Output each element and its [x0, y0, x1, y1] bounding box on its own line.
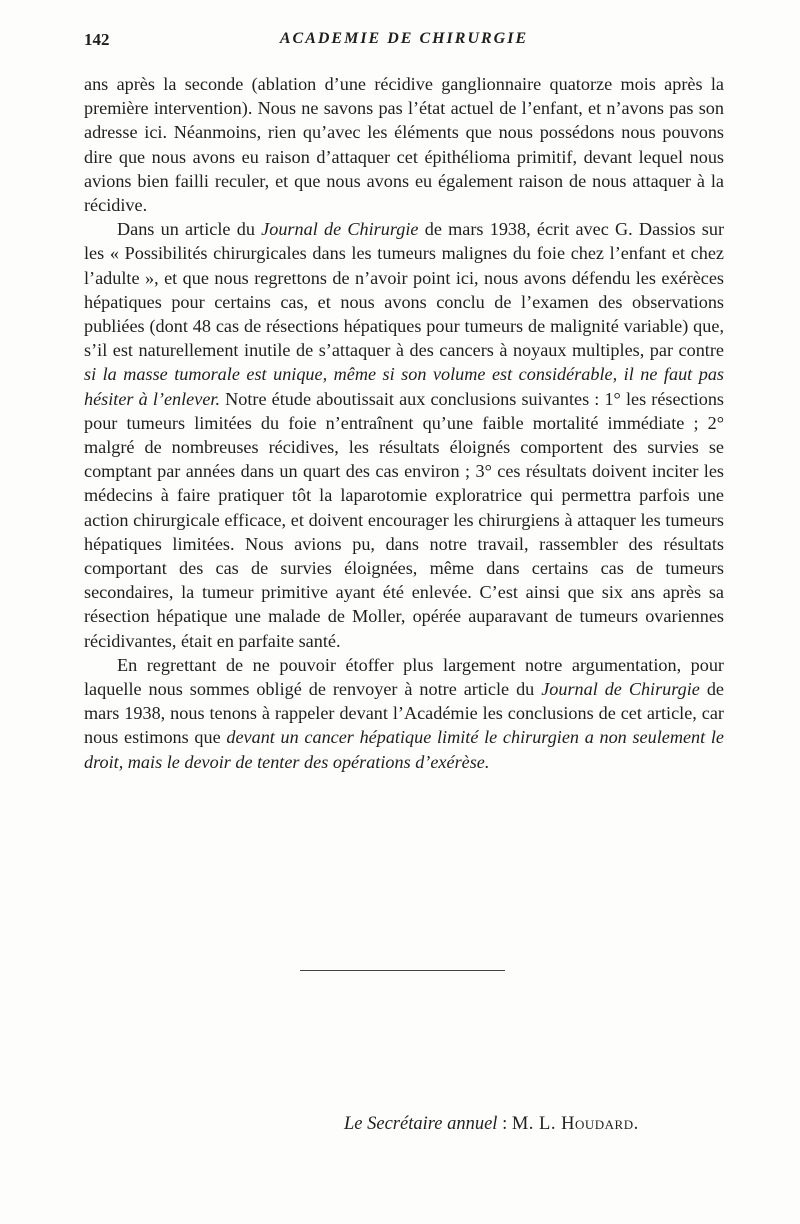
text-run: Notre étude aboutissait aux conclusions suivantes : 1° les résections pour tumeurs limitées du foie n’entraînent qu’une faible mortalité immédiate ; 2° malgré de nombreuses récidives, les résultats éloignés comportent des survies se comptant par années dans un quart des cas environ ; 3° ces résultats doivent inciter les médecins à faire pratiquer tôt la laparotomie exploratrice qui permettra parfois une action chirurgicale efficace, et doivent encourager les chirurgiens à attaquer les tumeurs hépatiques limitées. Nous avions pu, dans notre travail, rassembler des résultats comportant des cas de survies éloignées, même dans certains cas de tumeurs secondaires, la tumeur primitive ayant été enlevée. C’est ainsi que six ans après sa résection hépatique une malade de Moller, opérée auparavant de tumeurs ovariennes récidivantes, était en parfaite santé. [84, 388, 724, 651]
text-run: En regrettant de ne pouvoir étoffer plus largement notre argumentation, pour laquelle nous sommes obligé de renvoyer à notre article du [84, 654, 724, 700]
signature-surname-rest: oudard [574, 1114, 634, 1134]
signature [344, 1114, 639, 1135]
signature-role: Le Secrétaire annuel [344, 1114, 498, 1134]
text-run: ans après la seconde (ablation d’une récidive ganglionnaire quatorze mois après la première intervention). Nous ne savons pas l’état actuel de l’enfant, et n’avons pas son adresse ici. Néanmoins, rien qu’avec les éléments que nous possédons nous pouvons dire que nous avons eu raison d’attaquer cet épithélioma primitif, devant lequel nous avions bien failli reculer, et que nous avons eu également raison de nous attaquer à la récidive. [84, 74, 724, 216]
signature-terminal: . [633, 1114, 639, 1134]
italic-text: Journal de Chirurgie [541, 679, 700, 700]
italic-text: Journal de Chirurgie [261, 219, 419, 240]
text-run: de mars 1938, écrit avec G. Dassios sur les « Possibilités chirurgicales dans les tumeurs malignes du foie chez l’enfant et chez l’adulte », et que nous regrettons de n’avoir point ici, nous avons défendu les exérèces hépatiques pour certains cas, et nous avons conclu de l’examen des observations publiées (dont 48 cas de résections hépatiques pour tumeurs de malignité variable) que, s’il est naturellement inutile de s’attaquer à des cancers à noyaux multiples, par contre [84, 219, 724, 361]
signature-name [512, 1114, 639, 1134]
paragraph [84, 653, 724, 774]
paragraph [84, 72, 724, 217]
page-number: 142 [84, 30, 110, 49]
italic-text: si la masse tumorale est unique, même si son volume est considérable, il ne faut pas hésiter à l’enlever. [84, 364, 724, 409]
body-text [84, 72, 724, 774]
running-title: ACADEMIE DE CHIRURGIE [279, 30, 529, 47]
page-header [84, 30, 724, 56]
signature-surname-initial: H [561, 1114, 575, 1134]
text-run: de mars 1938, nous tenons à rappeler devant l’Académie les conclusions de cet article, car nous estimons que [84, 679, 724, 748]
paragraph [84, 217, 724, 653]
signature-name-prefix: M. L. [511, 1114, 562, 1134]
signature-separator: : [497, 1114, 512, 1134]
section-divider [300, 970, 505, 971]
italic-text: devant un cancer hépatique limité le chirurgien a non seulement le droit, mais le devoir de tenter des opérations d’exérèse. [84, 727, 724, 772]
text-run: Dans un article du [117, 219, 262, 240]
